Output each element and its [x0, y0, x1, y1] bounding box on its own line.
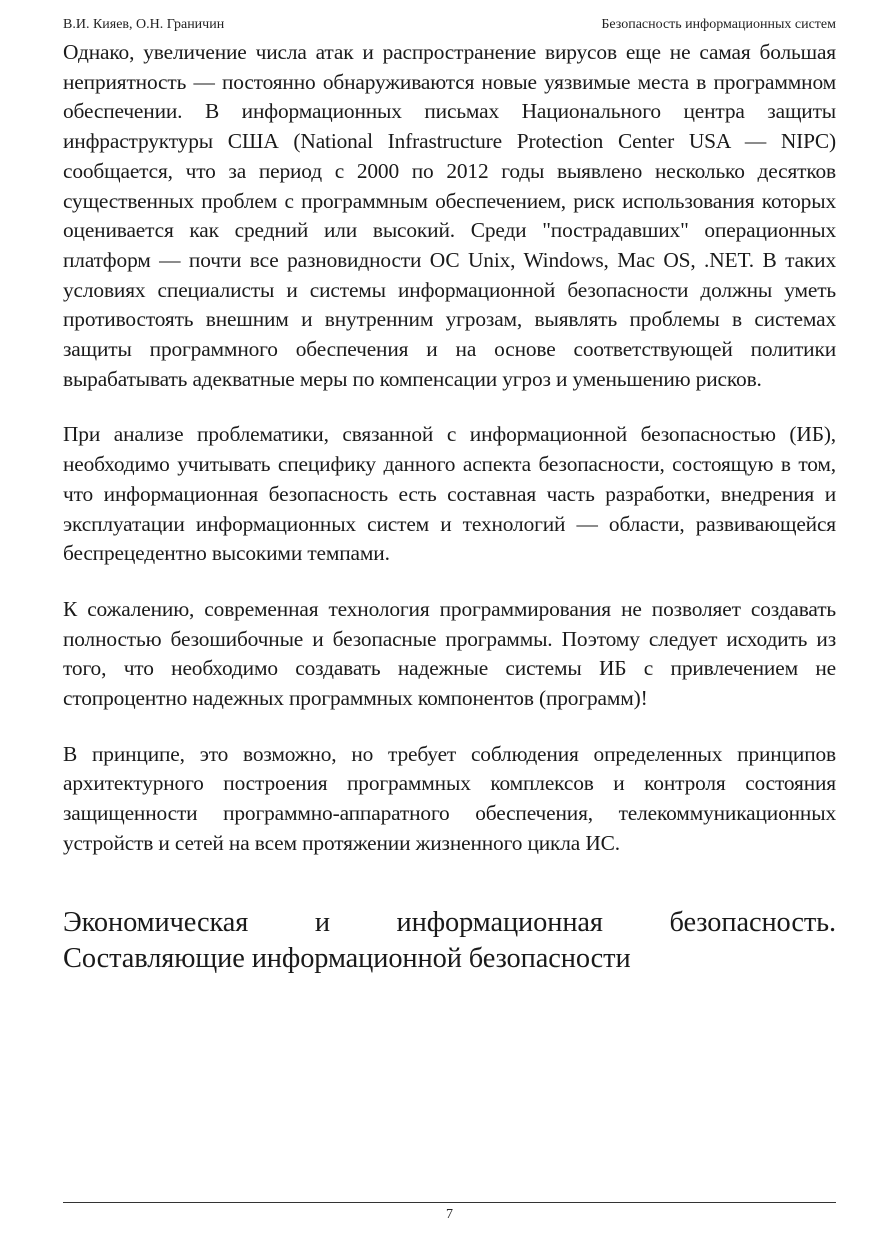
- running-header: [63, 16, 836, 34]
- paragraph-4: В принципе, это возможно, но требует соблюдения определенных принципов архитектурного построения программных комплексов и контроля состояния защищенности программно-аппаратного обеспечения, телекоммуникационных устройств и сетей на всем протяжении жизненного цикла ИС.: [63, 741, 836, 855]
- paragraph-1: Однако, увеличение числа атак и распространение вирусов еще не самая большая неприятность — постоянно обнаруживаются новые уязвимые места в программном обеспечении. В информационных письмах Национального центра защиты инфраструктуры США (National Infrastructure Protection Center USA — NIPC) сообщается, что за период с 2000 по 2012 годы выявлено несколько десятков существенных проблем с программным обеспечением, риск использования которых оценивается как средний или высокий. Среди "пострадавших" операционных платформ — почти все разновидности ОС Unix, Windows, Mac OS, .NET. В таких условиях специалисты и системы информационной безопасности должны уметь противостоять внешним и внутренним угрозам, выявлять проблемы в системах защиты программного обеспечения и на основе соответствующей политики вырабатывать адекватные меры по компенсации угроз и уменьшению рисков.: [63, 40, 836, 391]
- footer-divider: [63, 1202, 836, 1203]
- header-authors: В.И. Кияев, О.Н. Граничин: [63, 17, 225, 32]
- page-number: 7: [446, 1207, 453, 1222]
- document-page: [63, 0, 836, 1241]
- paragraph-2: При анализе проблематики, связанной с информационной безопасностью (ИБ), необходимо учитывать специфику данного аспекта безопасности, состоящую в том, что информационная безопасность есть составная часть разработки, внедрения и эксплуатации информационных систем и технологий — области, развивающейся беспрецедентно высокими темпами.: [63, 422, 836, 566]
- header-book-title: Безопасность информационных систем: [601, 17, 836, 32]
- section-heading: Экономическая и информационная безопасность. Составляющие информационной безопасности: [63, 906, 836, 974]
- paragraph-3: К сожалению, современная технология программирования не позволяет создавать полностью безошибочные и безопасные программы. Поэтому следует исходить из того, что необходимо создавать надежные системы ИБ с привлечением не стопроцентно надежных программных компонентов (программ)!: [63, 596, 836, 711]
- body-text: [63, 38, 836, 977]
